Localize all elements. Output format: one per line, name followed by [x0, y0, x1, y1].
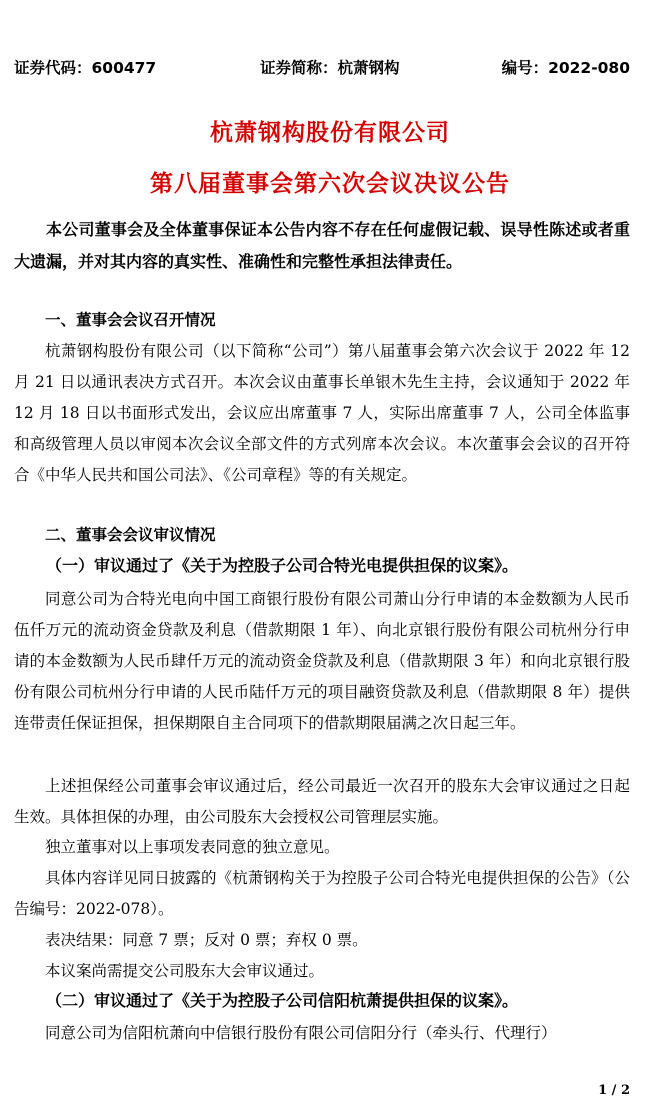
- item2-paragraph-1: 同意公司为信阳杭萧向中信银行股份有限公司信阳分行（牵头行、代理行）: [45, 1024, 557, 1042]
- company-title: 杭萧钢构股份有限公司: [210, 120, 450, 146]
- announcement-number: 编号：2022-080: [501, 59, 630, 77]
- stock-code: 证券代码：600477: [14, 59, 157, 77]
- section1-body: 杭萧钢构股份有限公司（以下简称“公司”）第八届董事会第六次会议于 2022 年 12 月 21 日以通讯表决方式召开。本次会议由董事长单银木先生主持，会议通知于 2022 年 12 月 18 日以书面形式发出，会议应出席董事 7 人，实际出席董事 7 人，公司全体监事和高级管理人员以审阅本次会议全部文件的方式列席本次会议。本次董事会会议的召开符合《中华人民共和国公司法》、《公司章程》等的有关规定。: [14, 342, 630, 484]
- declaration-paragraph: 本公司董事会及全体董事保证本公告内容不存在任何虚假记载、误导性陈述或者重大遗漏，并对其内容的真实性、准确性和完整性承担法律责任。: [14, 220, 630, 271]
- item1-vote-result: 表决结果：同意 7 票；反对 0 票；弃权 0 票。: [45, 931, 368, 949]
- item1-title: （一）审议通过了《关于为控股子公司合特光电提供担保的议案》。: [46, 556, 519, 575]
- notice-title: 第八届董事会第六次会议决议公告: [150, 171, 510, 197]
- header-line: [14, 56, 630, 80]
- item2-title: （二）审议通过了《关于为控股子公司信阳杭萧提供担保的议案》。: [46, 991, 519, 1010]
- item1-paragraph-1: 同意公司为合特光电向中国工商银行股份有限公司萧山分行申请的本金数额为人民币伍仟万元的流动资金贷款及利息（借款期限 1 年）、向北京银行股份有限公司杭州分行申请的本金数额为人民币肆仟万元的流动资金贷款及利息（借款期限 3 年）和向北京银行股份有限公司杭州分行申请的人民币陆仟万元的项目融资贷款及利息（借款期限 8 年）提供连带责任保证担保，担保期限自主合同项下的借款期限届满之次日起三年。: [14, 590, 630, 732]
- page-number: 1 / 2: [598, 1083, 630, 1098]
- section2-heading: 二、董事会会议审议情况: [45, 526, 216, 544]
- stock-short-name: 证券简称：杭萧钢构: [260, 59, 400, 77]
- section1-heading: 一、董事会会议召开情况: [45, 311, 216, 329]
- item1-paragraph-4: 具体内容详见同日披露的《杭萧钢构关于为控股子公司合特光电提供担保的公告》（公告编号：2022-078）。: [14, 869, 630, 918]
- item1-paragraph-3: 独立董事对以上事项发表同意的独立意见。: [45, 838, 340, 856]
- item1-paragraph-6: 本议案尚需提交公司股东大会审议通过。: [45, 962, 325, 980]
- item1-paragraph-2: 上述担保经公司董事会审议通过后，经公司最近一次召开的股东大会审议通过之日起生效。具体担保的办理，由公司股东大会授权公司管理层实施。: [14, 777, 630, 826]
